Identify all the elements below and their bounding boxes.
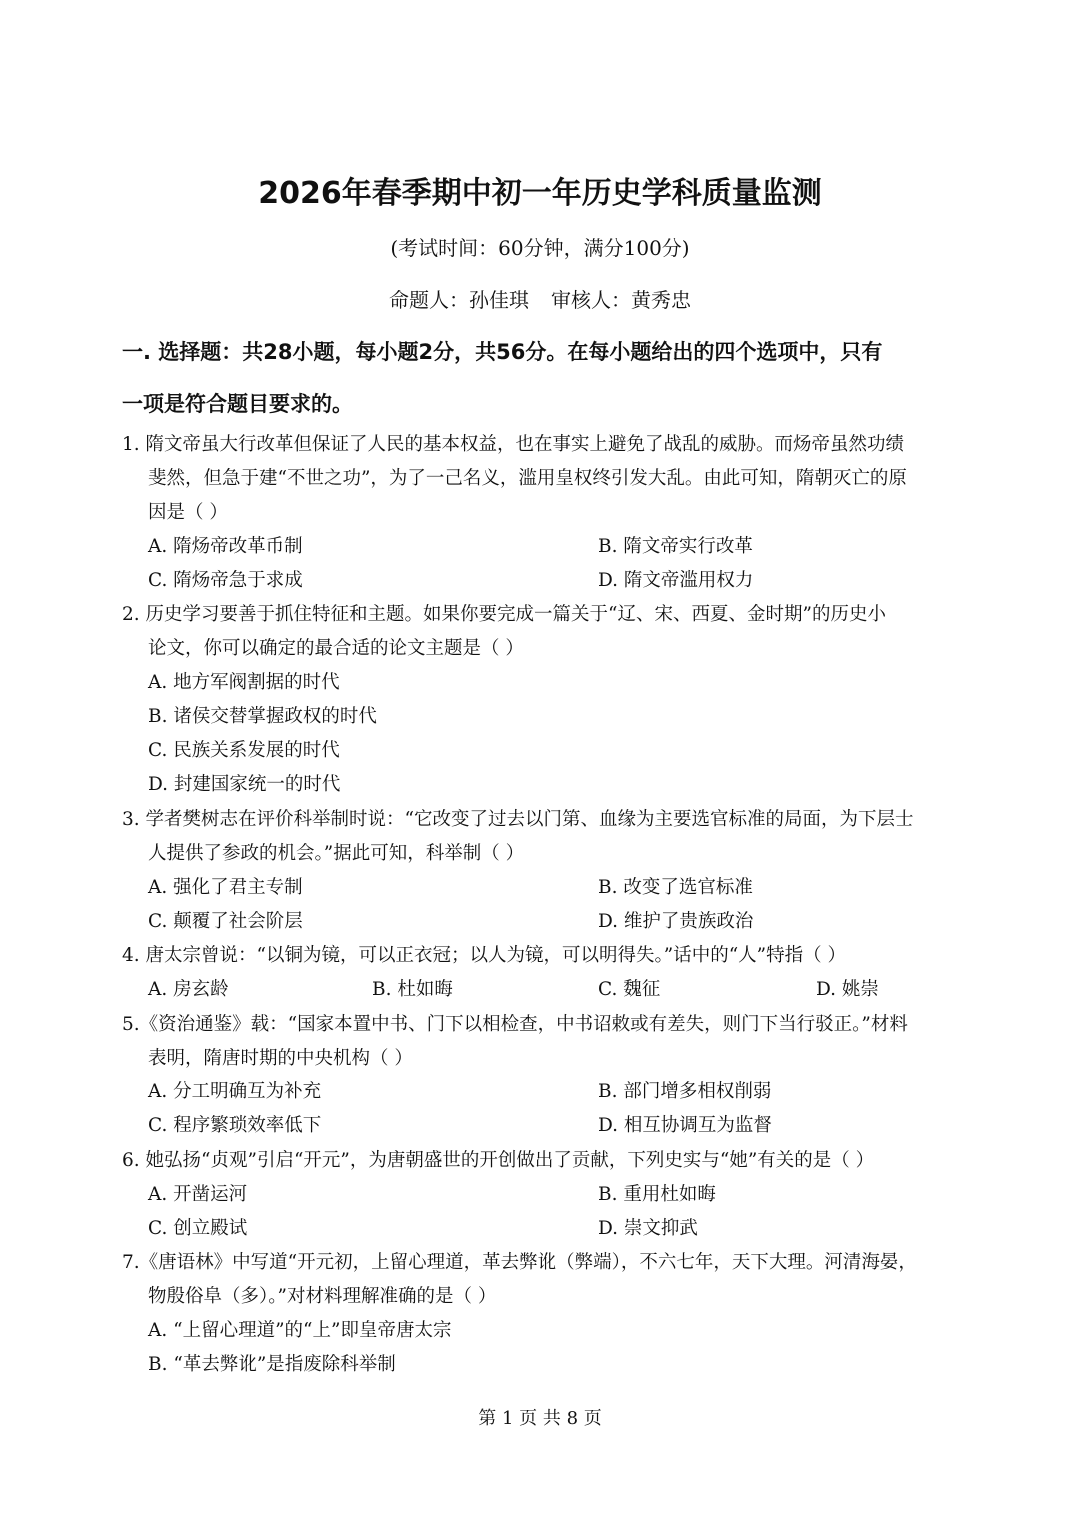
q3-option-d: D. 维护了贵族政治 <box>598 911 754 932</box>
q2-option-c: C. 民族关系发展的时代 <box>148 740 340 761</box>
q5-option-c: C. 程序繁琐效率低下 <box>148 1115 322 1136</box>
q5-option-a: A. 分工明确互为补充 <box>148 1081 322 1102</box>
q1-stem-line-1: 1. 隋文帝虽大行改革但保证了人民的基本权益，也在事实上避免了战乱的威胁。而炀帝虽然功绩 <box>122 434 905 455</box>
q3-stem-line-2: 人提供了参政的机会。”据此可知，科举制（ ） <box>148 843 525 864</box>
exam-subtitle: (考试时间：60分钟，满分100分) <box>390 236 690 260</box>
q4-option-d: D. 姚崇 <box>816 979 879 1000</box>
q2-stem-line-2: 论文，你可以确定的最合适的论文主题是（ ） <box>148 638 524 659</box>
q1-option-d: D. 隋文帝滥用权力 <box>598 570 754 591</box>
q3-option-c: C. 颠覆了社会阶层 <box>148 911 303 932</box>
q1-option-b: B. 隋文帝实行改革 <box>598 536 753 557</box>
q5-stem-line-2: 表明，隋唐时期的中央机构（ ） <box>148 1048 413 1069</box>
section-heading-line-1: 一. 选择题：共28小题，每小题2分，共56分。在每小题给出的四个选项中，只有 <box>122 340 883 364</box>
q7-stem-line-2: 物殷俗阜（多）。”对材料理解准确的是（ ） <box>148 1286 497 1307</box>
q1-option-a: A. 隋炀帝改革币制 <box>148 536 303 557</box>
q2-stem-line-1: 2. 历史学习要善于抓住特征和主题。如果你要完成一篇关于“辽、宋、西夏、金时期”的历史小 <box>122 604 886 625</box>
q4-option-b: B. 杜如晦 <box>372 979 453 1000</box>
exam-authors <box>0 284 1080 313</box>
q6-option-a: A. 开凿运河 <box>148 1184 248 1205</box>
q2-option-d: D. 封建国家统一的时代 <box>148 774 341 795</box>
q4-option-c: C. 魏征 <box>598 979 661 1000</box>
q7-option-a: A. “上留心理道”的“上”即皇帝唐太宗 <box>148 1320 452 1341</box>
q6-option-d: D. 崇文抑武 <box>598 1218 698 1239</box>
q4-option-a: A. 房玄龄 <box>148 979 229 1000</box>
q5-stem-line-1: 5.《资治通鉴》载：“国家本置中书、门下以相检查，中书诏敕或有差失，则门下当行驳正。”材料 <box>122 1014 908 1035</box>
q2-option-a: A. 地方军阀割据的时代 <box>148 672 340 693</box>
reviewer-label: 审核人：黄秀忠 <box>551 288 691 312</box>
q1-option-c: C. 隋炀帝急于求成 <box>148 570 303 591</box>
setter-label: 命题人：孙佳琪 <box>389 288 529 312</box>
q1-stem-line-2: 斐然，但急于建“不世之功”，为了一己名义，滥用皇权终引发大乱。由此可知，隋朝灭亡的原 <box>148 468 907 489</box>
q3-stem-line-1: 3. 学者樊树志在评价科举制时说：“它改变了过去以门第、血缘为主要选官标准的局面，为下层士 <box>122 809 914 830</box>
q5-option-d: D. 相互协调互为监督 <box>598 1115 772 1136</box>
q3-option-a: A. 强化了君主专制 <box>148 877 303 898</box>
q1-stem-line-3: 因是（ ） <box>148 502 228 523</box>
exam-title: 2026年春季期中初一年历史学科质量监测 <box>258 176 822 211</box>
q5-option-b: B. 部门增多相权削弱 <box>598 1081 772 1102</box>
q7-option-b: B. “革去弊讹”是指废除科举制 <box>148 1354 396 1375</box>
q6-option-c: C. 创立殿试 <box>148 1218 248 1239</box>
q3-option-b: B. 改变了选官标准 <box>598 877 753 898</box>
q4-stem-line-1: 4. 唐太宗曾说：“以铜为镜，可以正衣冠；以人为镜，可以明得失。”话中的“人”特指（ ） <box>122 945 846 966</box>
section-heading-line-2: 一项是符合题目要求的。 <box>122 392 353 416</box>
q6-option-b: B. 重用杜如晦 <box>598 1184 716 1205</box>
page-footer: 第 1 页 共 8 页 <box>478 1408 602 1429</box>
q2-option-b: B. 诸侯交替掌握政权的时代 <box>148 706 377 727</box>
q6-stem-line-1: 6. 她弘扬“贞观”引启“开元”，为唐朝盛世的开创做出了贡献，下列史实与“她”有关的是（ ） <box>122 1150 875 1171</box>
q7-stem-line-1: 7.《唐语林》中写道“开元初，上留心理道，革去弊讹（弊端），不六七年，天下大理。河清海晏， <box>122 1252 917 1273</box>
